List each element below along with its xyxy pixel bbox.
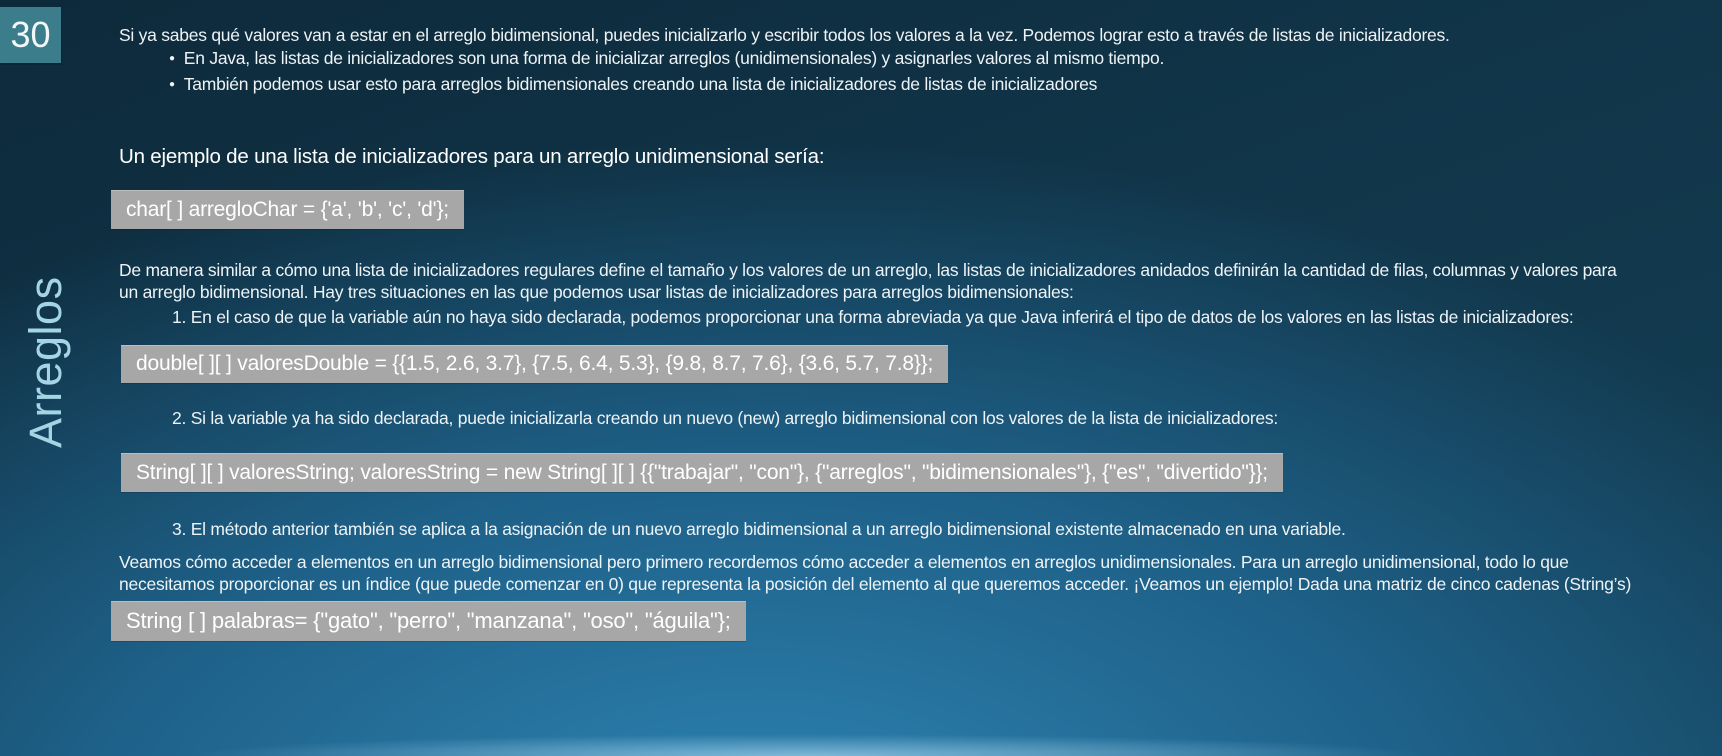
bullet-icon: ● <box>169 53 175 64</box>
intro-section <box>119 24 1679 99</box>
two-dimensional-paragraph: De manera similar a cómo una lista de inicializadores regulares define el tamaño y los valores de un arreglo, las listas de inicializadores anidados definirán la cantidad de filas, columnas y valores para un arreglo bidimensional. Hay tres situaciones en las que podemos usar listas de inicializadores para arreglos bidimensionales: <box>119 260 1617 302</box>
code-block-string-2d-array: String[ ][ ] valoresString; valoresString = new String[ ][ ] {{"trabajar", "con"}, {"arreglos", "bidimensionales"}, {"es", "divertido"}}; <box>121 453 1283 492</box>
list-item <box>119 47 1679 73</box>
code-block-palabras-array: String [ ] palabras= {"gato", "perro", "manzana", "oso", "águila"}; <box>111 601 746 641</box>
list-item <box>119 73 1679 99</box>
numbered-item-3: 3. El método anterior también se aplica a la asignación de un nuevo arreglo bidimensional a un arreglo bidimensional existente almacenado en una variable. <box>172 519 1346 539</box>
numbered-item-2: 2. Si la variable ya ha sido declarada, puede inicializarla creando un nuevo (new) arreglo bidimensional con los valores de la lista de inicializadores: <box>172 408 1278 428</box>
example-heading: Un ejemplo de una lista de inicializadores para un arreglo unidimensional sería: <box>119 145 825 168</box>
bullet-text: También podemos usar esto para arreglos bidimensionales creando una lista de inicializadores de listas de inicializadores <box>183 74 1098 94</box>
page-number: 30 <box>10 14 51 55</box>
bullet-text: En Java, las listas de inicializadores son una forma de inicializar arreglos (unidimensionales) y asignarles valores al mismo tiempo. <box>183 48 1165 68</box>
intro-paragraph: Si ya sabes qué valores van a estar en el arreglo bidimensional, puedes inicializarlo y escribir todos los valores a la vez. Podemos lograr esto a través de listas de inicializadores. <box>119 25 1450 45</box>
access-paragraph: Veamos cómo acceder a elementos en un arreglo bidimensional pero primero recordemos cómo acceder a elementos en arreglos unidimensionales. Para un arreglo unidimensional, todo lo que necesitamos proporcionar es un índice (que puede comenzar en 0) que representa la posición del elemento al que queremos acceder. ¡Veamos un ejemplo! Dada una matriz de cinco cadenas (String’s) <box>119 552 1632 594</box>
bullet-icon: ● <box>169 79 175 90</box>
code-block-char-array: char[ ] arregloChar = {'a', 'b', 'c', 'd'}; <box>111 190 464 229</box>
numbered-item-1: 1. En el caso de que la variable aún no haya sido declarada, podemos proporcionar una forma abreviada ya que Java inferirá el tipo de datos de los valores en las listas de inicializadores: <box>172 307 1574 327</box>
page-number-box <box>0 7 61 63</box>
sidebar-title: Arreglos <box>20 276 71 448</box>
code-block-double-array: double[ ][ ] valoresDouble = {{1.5, 2.6, 3.7}, {7.5, 6.4, 5.3}, {9.8, 8.7, 7.6}, {3.6, 5.7, 7.8}}; <box>121 345 948 383</box>
